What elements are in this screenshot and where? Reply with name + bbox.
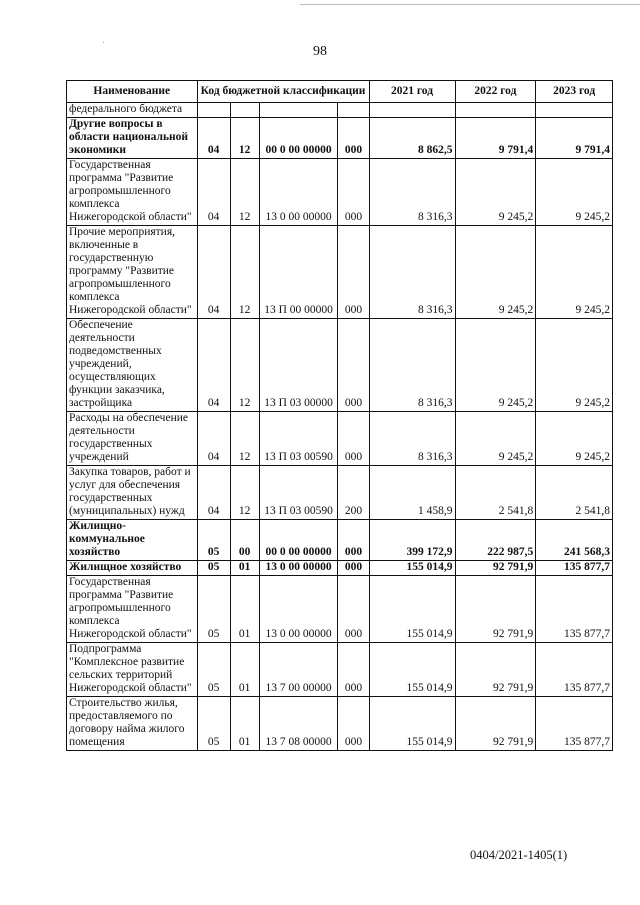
header-row bbox=[67, 81, 613, 103]
row-expense-type: 000 bbox=[338, 118, 369, 159]
row-value-2022: 222 987,5 bbox=[455, 520, 536, 561]
row-target-code: 13 П 03 00590 bbox=[259, 412, 338, 466]
row-name: Подпрограмма "Комплексное развитие сельских территорий Нижегородской области" bbox=[67, 643, 198, 697]
row-value-2023: 9 791,4 bbox=[536, 118, 613, 159]
row-section: 05 bbox=[197, 520, 230, 561]
row-value-2022: 2 541,8 bbox=[455, 466, 536, 520]
row-name: Расходы на обеспечение деятельности государственных учреждений bbox=[67, 412, 198, 466]
table-row bbox=[67, 520, 613, 561]
row-value-2022: 92 791,9 bbox=[455, 697, 536, 751]
row-expense-type: 000 bbox=[338, 412, 369, 466]
table-row bbox=[67, 697, 613, 751]
row-name: Жилищное хозяйство bbox=[67, 561, 198, 576]
row-expense-type: 200 bbox=[338, 466, 369, 520]
row-expense-type: 000 bbox=[338, 520, 369, 561]
table-body bbox=[67, 103, 613, 751]
row-section: 04 bbox=[197, 226, 230, 319]
row-subsection: 12 bbox=[230, 466, 259, 520]
row-subsection: 12 bbox=[230, 118, 259, 159]
row-section: 05 bbox=[197, 576, 230, 643]
row-value-2022: 9 245,2 bbox=[455, 412, 536, 466]
row-value-2023: 9 245,2 bbox=[536, 412, 613, 466]
row-target-code: 13 0 00 00000 bbox=[259, 561, 338, 576]
row-target-code: 00 0 00 00000 bbox=[259, 520, 338, 561]
row-target-code: 13 7 08 00000 bbox=[259, 697, 338, 751]
row-name: Жилищно-коммунальное хозяйство bbox=[67, 520, 198, 561]
row-subsection: 12 bbox=[230, 159, 259, 226]
row-value-2023: 2 541,8 bbox=[536, 466, 613, 520]
row-value-2021: 8 316,3 bbox=[369, 412, 455, 466]
header-code: Код бюджетной классификации bbox=[197, 81, 369, 103]
scan-speck: ' bbox=[103, 40, 105, 49]
row-section: 04 bbox=[197, 412, 230, 466]
row-value-2023: 9 245,2 bbox=[536, 159, 613, 226]
row-value-2021: 155 014,9 bbox=[369, 561, 455, 576]
row-target-code: 13 0 00 00000 bbox=[259, 576, 338, 643]
table-row bbox=[67, 643, 613, 697]
row-value-2023: 135 877,7 bbox=[536, 576, 613, 643]
row-value-2021: 155 014,9 bbox=[369, 576, 455, 643]
row-expense-type: 000 bbox=[338, 576, 369, 643]
row-value-2023: 135 877,7 bbox=[536, 697, 613, 751]
row-target-code: 13 П 03 00000 bbox=[259, 319, 338, 412]
row-subsection: 01 bbox=[230, 561, 259, 576]
row-value-2021: 155 014,9 bbox=[369, 697, 455, 751]
table-row bbox=[67, 319, 613, 412]
carry-over-row bbox=[67, 103, 613, 118]
row-target-code: 13 П 03 00590 bbox=[259, 466, 338, 520]
row-value-2021: 399 172,9 bbox=[369, 520, 455, 561]
row-value-2021: 8 316,3 bbox=[369, 159, 455, 226]
row-section: 04 bbox=[197, 118, 230, 159]
row-section: 05 bbox=[197, 697, 230, 751]
row-expense-type: 000 bbox=[338, 643, 369, 697]
header-2021: 2021 год bbox=[369, 81, 455, 103]
row-target-code: 13 7 00 00000 bbox=[259, 643, 338, 697]
row-expense-type: 000 bbox=[338, 561, 369, 576]
row-expense-type: 000 bbox=[338, 159, 369, 226]
top-scan-rule bbox=[300, 4, 640, 5]
document-code: 0404/2021-1405(1) bbox=[470, 848, 568, 862]
row-subsection: 12 bbox=[230, 226, 259, 319]
row-value-2021: 8 862,5 bbox=[369, 118, 455, 159]
row-value-2022: 9 245,2 bbox=[455, 226, 536, 319]
row-section: 05 bbox=[197, 561, 230, 576]
row-target-code: 13 П 00 00000 bbox=[259, 226, 338, 319]
row-value-2021: 8 316,3 bbox=[369, 226, 455, 319]
table-row bbox=[67, 561, 613, 576]
row-value-2022: 9 245,2 bbox=[455, 319, 536, 412]
table-row bbox=[67, 576, 613, 643]
row-expense-type: 000 bbox=[338, 697, 369, 751]
row-value-2023: 9 245,2 bbox=[536, 226, 613, 319]
row-section: 04 bbox=[197, 159, 230, 226]
row-subsection: 01 bbox=[230, 697, 259, 751]
page-number: 98 bbox=[313, 44, 327, 59]
table-row bbox=[67, 466, 613, 520]
row-value-2023: 241 568,3 bbox=[536, 520, 613, 561]
row-section: 04 bbox=[197, 466, 230, 520]
row-name: Закупка товаров, работ и услуг для обеспечения государственных (муниципальных) нужд bbox=[67, 466, 198, 520]
carry-over-text: федерального бюджета bbox=[67, 103, 198, 118]
row-section: 04 bbox=[197, 319, 230, 412]
row-section: 05 bbox=[197, 643, 230, 697]
table-row bbox=[67, 118, 613, 159]
row-target-code: 00 0 00 00000 bbox=[259, 118, 338, 159]
row-subsection: 01 bbox=[230, 643, 259, 697]
row-value-2022: 9 791,4 bbox=[455, 118, 536, 159]
row-name: Государственная программа "Развитие агропромышленного комплекса Нижегородской области" bbox=[67, 576, 198, 643]
row-target-code: 13 0 00 00000 bbox=[259, 159, 338, 226]
row-name: Прочие мероприятия, включенные в государственную программу "Развитие агропромышленного комплекса Нижегородской области" bbox=[67, 226, 198, 319]
row-value-2022: 92 791,9 bbox=[455, 643, 536, 697]
row-value-2021: 155 014,9 bbox=[369, 643, 455, 697]
table-row bbox=[67, 412, 613, 466]
row-expense-type: 000 bbox=[338, 319, 369, 412]
row-name: Государственная программа "Развитие агропромышленного комплекса Нижегородской области" bbox=[67, 159, 198, 226]
row-subsection: 12 bbox=[230, 412, 259, 466]
row-subsection: 00 bbox=[230, 520, 259, 561]
row-subsection: 01 bbox=[230, 576, 259, 643]
row-value-2022: 92 791,9 bbox=[455, 576, 536, 643]
row-value-2023: 135 877,7 bbox=[536, 561, 613, 576]
row-value-2023: 135 877,7 bbox=[536, 643, 613, 697]
budget-table bbox=[66, 80, 613, 751]
header-name: Наименование bbox=[67, 81, 198, 103]
row-value-2021: 8 316,3 bbox=[369, 319, 455, 412]
row-name: Строительство жилья, предоставляемого по договору найма жилого помещения bbox=[67, 697, 198, 751]
row-name: Обеспечение деятельности подведомственных учреждений, осуществляющих функции заказчика, застройщика bbox=[67, 319, 198, 412]
row-subsection: 12 bbox=[230, 319, 259, 412]
row-value-2021: 1 458,9 bbox=[369, 466, 455, 520]
header-2022: 2022 год bbox=[455, 81, 536, 103]
row-value-2023: 9 245,2 bbox=[536, 319, 613, 412]
row-name: Другие вопросы в области национальной экономики bbox=[67, 118, 198, 159]
row-value-2022: 9 245,2 bbox=[455, 159, 536, 226]
table-row bbox=[67, 159, 613, 226]
row-value-2022: 92 791,9 bbox=[455, 561, 536, 576]
table-row bbox=[67, 226, 613, 319]
row-expense-type: 000 bbox=[338, 226, 369, 319]
header-2023: 2023 год bbox=[536, 81, 613, 103]
